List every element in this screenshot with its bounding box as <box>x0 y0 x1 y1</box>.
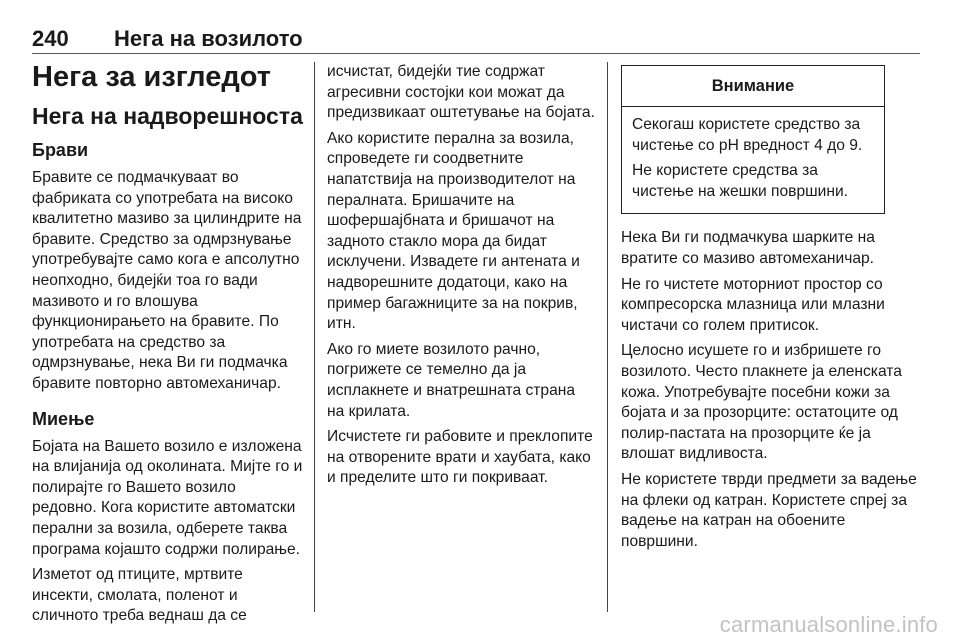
page-title: Нега за изгледот <box>32 61 271 93</box>
column-right <box>621 65 921 557</box>
column-divider-1 <box>314 62 315 612</box>
paragraph-right-4: Не користете тврди предмети за вадење на флеки од катран. Користете спреј за вадење на катран на обоените површини. <box>621 470 917 550</box>
warning-box <box>621 65 885 214</box>
section-subtitle: Нега на надворешноста <box>32 103 303 129</box>
paragraph-middle-2: Ако користите перална за возила, спроведете ги соодветните напатствија на производителот на пералната. Бришачите на шофершајбната и бришачот на задното стакло мора да бидат исклучени. Извадете ги антената и надворешните додатоци, како на пример багажниците за на покрив, итн. <box>327 129 580 333</box>
column-middle <box>327 62 595 494</box>
heading-locks: Брави <box>32 140 89 160</box>
warning-title: Внимание <box>622 66 884 107</box>
heading-washing: Миење <box>32 408 95 429</box>
paragraph-right-3: Целосно исушете го и избришете го возилото. Често плакнете ја еленската кожа. Употребувајте посебни кожи за бојата и за прозорците: остатоците од полир-пастата на прозорците ќе ја влошат видливоста. <box>621 342 902 463</box>
watermark: carmanualsonline.info <box>719 612 938 637</box>
warning-text-1: Секогаш користете средство за чистење со pH вредност 4 до 9. <box>632 116 863 154</box>
page-header <box>32 26 920 50</box>
paragraph-washing-1: Бојата на Вашето возило е изложена на влијанија од околината. Мијте го и полирајте го Вашето возило редовно. Кога користите автоматски перални за возила, одберете таква програма којашто содржи полирање. <box>32 437 303 558</box>
paragraph-washing-2: Изметот од птиците, мртвите инсекти, смолата, поленот и сличното треба веднаш да се <box>32 566 247 625</box>
paragraph-middle-3: Ако го миете возилото рачно, погрижете се темелно да ја исплакнете и внатрешната страна на крилата. <box>327 340 576 420</box>
paragraph-middle-4: Исчистете ги рабовите и преклопите на отворените врати и хаубата, како и пределите што ги покриваат. <box>327 428 593 487</box>
paragraph-right-2: Не го чистете моторниот простор со компресорска млазница или млазни чистачи со голем притисок. <box>621 275 885 334</box>
page-number: 240 <box>32 26 69 51</box>
chapter-title: Нега на возилото <box>114 26 303 51</box>
warning-body <box>622 107 884 213</box>
warning-text-2: Не користете средства за чистење на жешки површини. <box>632 162 848 200</box>
paragraph-locks: Бравите се подмачкуваат во фабриката со употребата на високо квалитетно мазиво за цилиндрите на бравите. Средство за одмрзнување употребувајте само кога е апсолутно неопходно, бидејќи тоа го вади мазивото и го влошува функционирањето на бравите. По употребата на средство за одмрзнување, нека Ви ги подмачка бравите повторно автомеханичар. <box>32 169 302 392</box>
column-left <box>32 60 304 632</box>
paragraph-middle-1: исчистат, бидејќи тие содржат агресивни состојки кои можат да предизвикаат оштетување на бојата. <box>327 63 595 122</box>
header-divider <box>32 53 920 54</box>
paragraph-right-1: Нека Ви ги подмачкува шарките на вратите со мазиво автомеханичар. <box>621 229 875 267</box>
column-divider-2 <box>607 62 608 612</box>
